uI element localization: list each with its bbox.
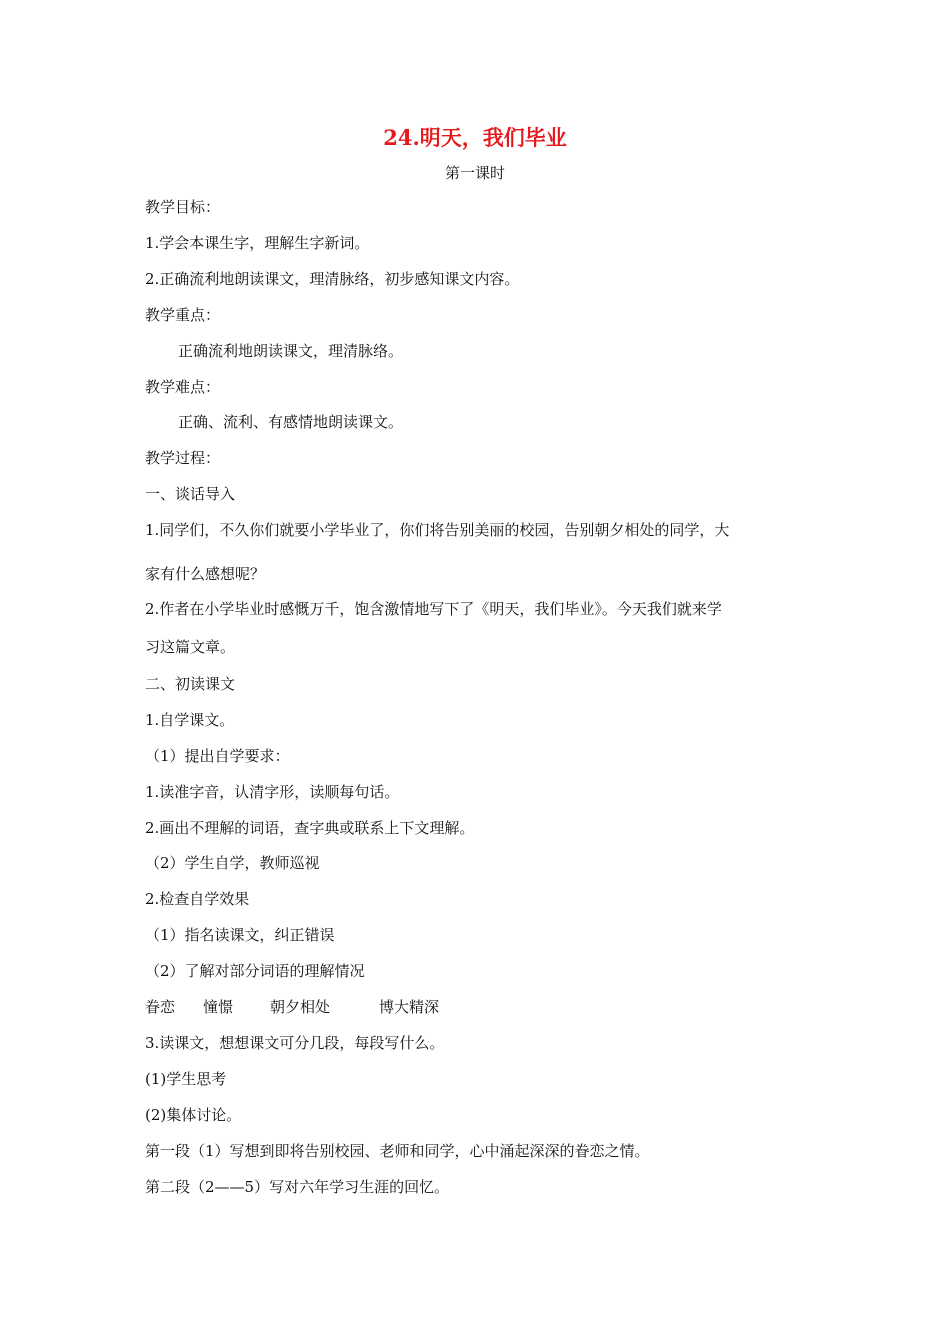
difficulty-text: 正确、流利、有感情地朗读课文。 <box>178 413 404 431</box>
lesson-subtitle: 第一课时 <box>444 164 505 182</box>
document-title: 24.明天，我们毕业 <box>383 125 567 150</box>
heading-teaching-goals: 教学目标： <box>145 198 221 216</box>
requirement-2: 2.画出不理解的词语，查字典或联系上下文理解。 <box>145 819 475 837</box>
section-2-heading: 二、初读课文 <box>145 675 236 693</box>
step-check: 2.检查自学效果 <box>145 890 250 908</box>
paragraph-line: 家有什么感想呢？ <box>145 565 266 583</box>
section-1-heading: 一、谈话导入 <box>145 485 236 503</box>
substep: （2）学生自学，教师巡视 <box>145 854 320 872</box>
substep: （1）指名读课文，纠正错误 <box>145 926 335 944</box>
key-point-text: 正确流利地朗读课文，理清脉络。 <box>178 342 404 360</box>
vocab-word: 朝夕相处 <box>270 998 331 1016</box>
paragraph-line: 1.同学们，不久你们就要小学毕业了，你们将告别美丽的校园，告别朝夕相处的同学，大 <box>145 521 730 539</box>
step-paragraphs: 3.读课文，想想课文可分几段，每段写什么。 <box>145 1034 445 1052</box>
paragraph-1-summary: 第一段（1）写想到即将告别校园、老师和同学，心中涌起深深的眷恋之情。 <box>145 1142 650 1160</box>
paragraph-line: 习这篇文章。 <box>145 638 236 656</box>
vocab-word: 博大精深 <box>379 998 440 1016</box>
goal-2: 2.正确流利地朗读课文，理清脉络，初步感知课文内容。 <box>145 270 520 288</box>
heading-teaching-process: 教学过程： <box>145 449 221 467</box>
requirement-1: 1.读准字音，认清字形，读顺每句话。 <box>145 783 400 801</box>
paragraph-line: 2.作者在小学毕业时感慨万千，饱含激情地写下了《明天，我们毕业》。今天我们就来学 <box>145 600 722 618</box>
goal-1: 1.学会本课生字，理解生字新词。 <box>145 234 370 252</box>
substep: （2）了解对部分词语的理解情况 <box>145 962 365 980</box>
vocab-word: 眷恋 <box>145 998 176 1016</box>
heading-key-points: 教学重点： <box>145 306 221 324</box>
substep: (1)学生思考 <box>145 1070 227 1088</box>
heading-difficulties: 教学难点： <box>145 378 221 396</box>
vocab-word: 憧憬 <box>203 998 234 1016</box>
substep: （1）提出自学要求： <box>145 747 290 765</box>
step-self-study: 1.自学课文。 <box>145 711 235 729</box>
substep: (2)集体讨论。 <box>145 1106 242 1124</box>
paragraph-2-summary: 第二段（2——5）写对六年学习生涯的回忆。 <box>145 1178 450 1196</box>
